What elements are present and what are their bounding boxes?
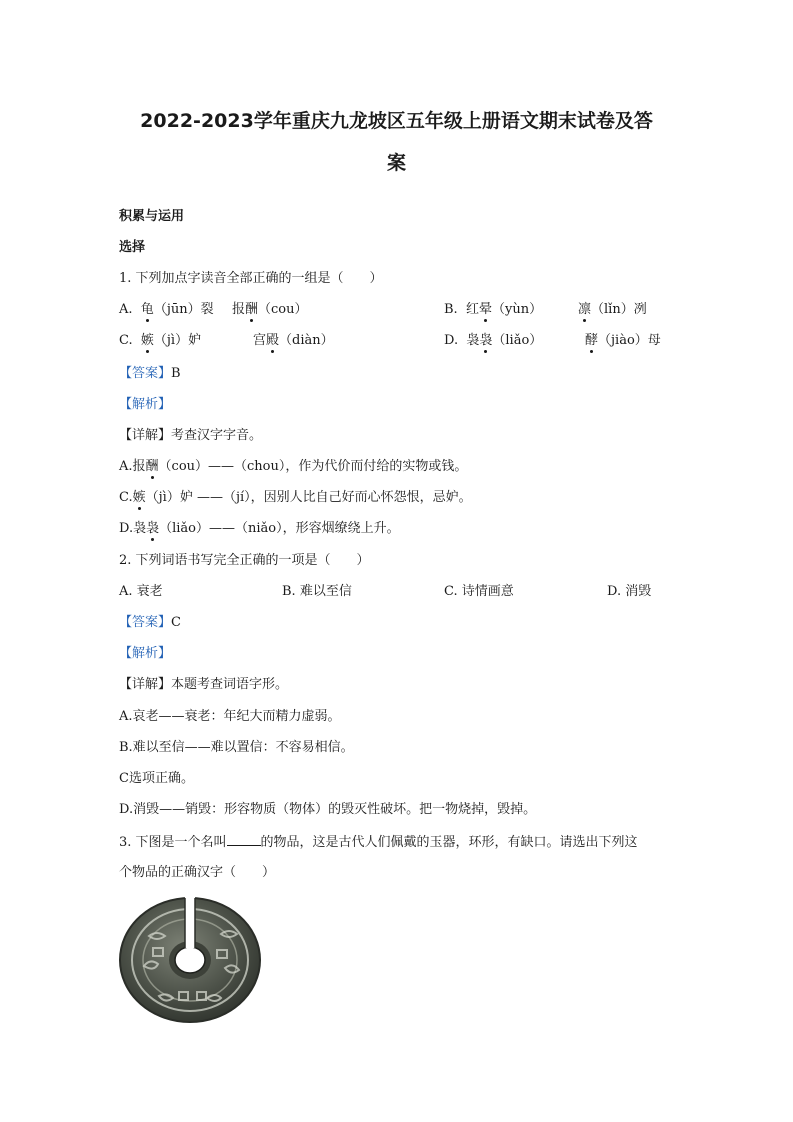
q2-analysis-tag: 【解析】 bbox=[119, 646, 172, 661]
option-text: （jūn）裂 bbox=[153, 302, 214, 317]
document-title bbox=[100, 100, 693, 184]
stem-text: 3. 下图是一个名叫 bbox=[119, 835, 227, 850]
q1-detail bbox=[119, 427, 262, 445]
q1-option-d bbox=[444, 332, 542, 350]
q1-explain-a bbox=[119, 458, 467, 476]
q2-stem: 2. 下列词语书写完全正确的一项是（ ） bbox=[119, 553, 370, 568]
dotted-char: 殿 bbox=[266, 333, 280, 348]
q1-option-a bbox=[119, 301, 214, 319]
option-label: D. bbox=[444, 333, 459, 348]
option-text: （yùn） bbox=[491, 302, 543, 317]
dotted-char: 酬 bbox=[145, 459, 159, 474]
title-line-2: 案 bbox=[386, 152, 406, 174]
q2-explain-d: D.消毁——销毁：形容物质（物体）的毁灭性破坏。把一物烧掉，毁掉。 bbox=[119, 802, 537, 817]
subsection-heading: 选择 bbox=[119, 240, 146, 255]
explain-text: A.报 bbox=[119, 459, 146, 474]
q2-answer bbox=[119, 614, 181, 632]
q1-explain-d bbox=[119, 520, 400, 538]
option-text: （jì）妒 bbox=[153, 333, 202, 348]
option-text: 袅 bbox=[466, 333, 480, 348]
answer-tag: 【答案】 bbox=[119, 615, 172, 630]
answer-tag: 【答案】 bbox=[119, 366, 172, 381]
dotted-char: 袅 bbox=[146, 521, 160, 536]
dotted-char: 袅 bbox=[479, 333, 493, 348]
option-label: B. bbox=[444, 302, 458, 317]
option-text: （diàn） bbox=[279, 333, 334, 348]
q2-explain-a: A.哀老——衰老：年纪大而精力虚弱。 bbox=[119, 709, 341, 724]
explain-text: （cou）——（chou），作为代价而付给的实物或钱。 bbox=[158, 459, 468, 474]
q1-answer bbox=[119, 365, 181, 383]
explain-text: （jì）妒 ——（jí），因别人比自己好而心怀怨恨，忌妒。 bbox=[145, 490, 472, 505]
answer-value: C bbox=[171, 615, 181, 630]
explain-text: D.袅 bbox=[119, 521, 147, 536]
q1-analysis-tag: 【解析】 bbox=[119, 397, 172, 412]
q1-option-c bbox=[119, 332, 201, 350]
q2-option-b: B. 难以至信 bbox=[282, 584, 352, 599]
q1-option-c-word2 bbox=[253, 332, 334, 350]
explain-text: C. bbox=[119, 490, 133, 505]
q2-option-c: C. 诗情画意 bbox=[444, 584, 514, 599]
jade-jue-image bbox=[119, 896, 269, 1024]
detail-tag: 【详解】 bbox=[119, 677, 172, 692]
dotted-char: 龟 bbox=[140, 302, 154, 317]
q1-option-a-word2 bbox=[232, 301, 308, 319]
option-text: （liǎo） bbox=[492, 333, 543, 348]
q2-detail bbox=[119, 676, 288, 694]
option-text: 红 bbox=[465, 302, 479, 317]
dotted-char: 酵 bbox=[585, 333, 599, 348]
option-text: （lǐn）冽 bbox=[591, 302, 647, 317]
title-line-1: 2022-2023学年重庆九龙坡区五年级上册语文期末试卷及答 bbox=[140, 110, 653, 132]
option-label: C. bbox=[119, 333, 133, 348]
detail-text: 考查汉字字音。 bbox=[171, 428, 263, 443]
detail-tag: 【详解】 bbox=[119, 428, 172, 443]
dotted-char: 凛 bbox=[578, 302, 592, 317]
option-text: （cou） bbox=[258, 302, 308, 317]
q1-option-b bbox=[444, 301, 542, 319]
dotted-char: 晕 bbox=[478, 302, 492, 317]
fill-blank bbox=[227, 833, 261, 846]
q2-option-d: D. 消毁 bbox=[607, 584, 652, 599]
option-label: A. bbox=[119, 302, 133, 317]
q1-option-d-word2 bbox=[585, 332, 661, 350]
q1-explain-c bbox=[119, 489, 472, 507]
option-text: 报 bbox=[232, 302, 246, 317]
q3-stem bbox=[119, 833, 638, 852]
option-text: （jiào）母 bbox=[598, 333, 661, 348]
q2-explain-c: C选项正确。 bbox=[119, 771, 194, 786]
q3-stem-line2: 个物品的正确汉字（ ） bbox=[119, 865, 276, 880]
answer-value: B bbox=[171, 366, 181, 381]
dotted-char: 酬 bbox=[245, 302, 259, 317]
section-heading: 积累与运用 bbox=[119, 209, 185, 224]
stem-text: 的物品，这是古代人们佩戴的玉器，环形，有缺口。请选出下列这 bbox=[260, 835, 638, 850]
explain-text: （liǎo）——（niǎo），形容烟缭绕上升。 bbox=[159, 521, 400, 536]
option-text: 宫 bbox=[253, 333, 267, 348]
q1-option-b-word2 bbox=[578, 301, 647, 319]
dotted-char: 嫉 bbox=[132, 490, 146, 505]
q2-option-a: A. 衰老 bbox=[119, 584, 163, 599]
dotted-char: 嫉 bbox=[140, 333, 154, 348]
q2-explain-b: B.难以至信——难以置信：不容易相信。 bbox=[119, 740, 354, 755]
q1-stem: 1. 下列加点字读音全部正确的一组是（ ） bbox=[119, 271, 383, 286]
detail-text: 本题考查词语字形。 bbox=[171, 677, 289, 692]
